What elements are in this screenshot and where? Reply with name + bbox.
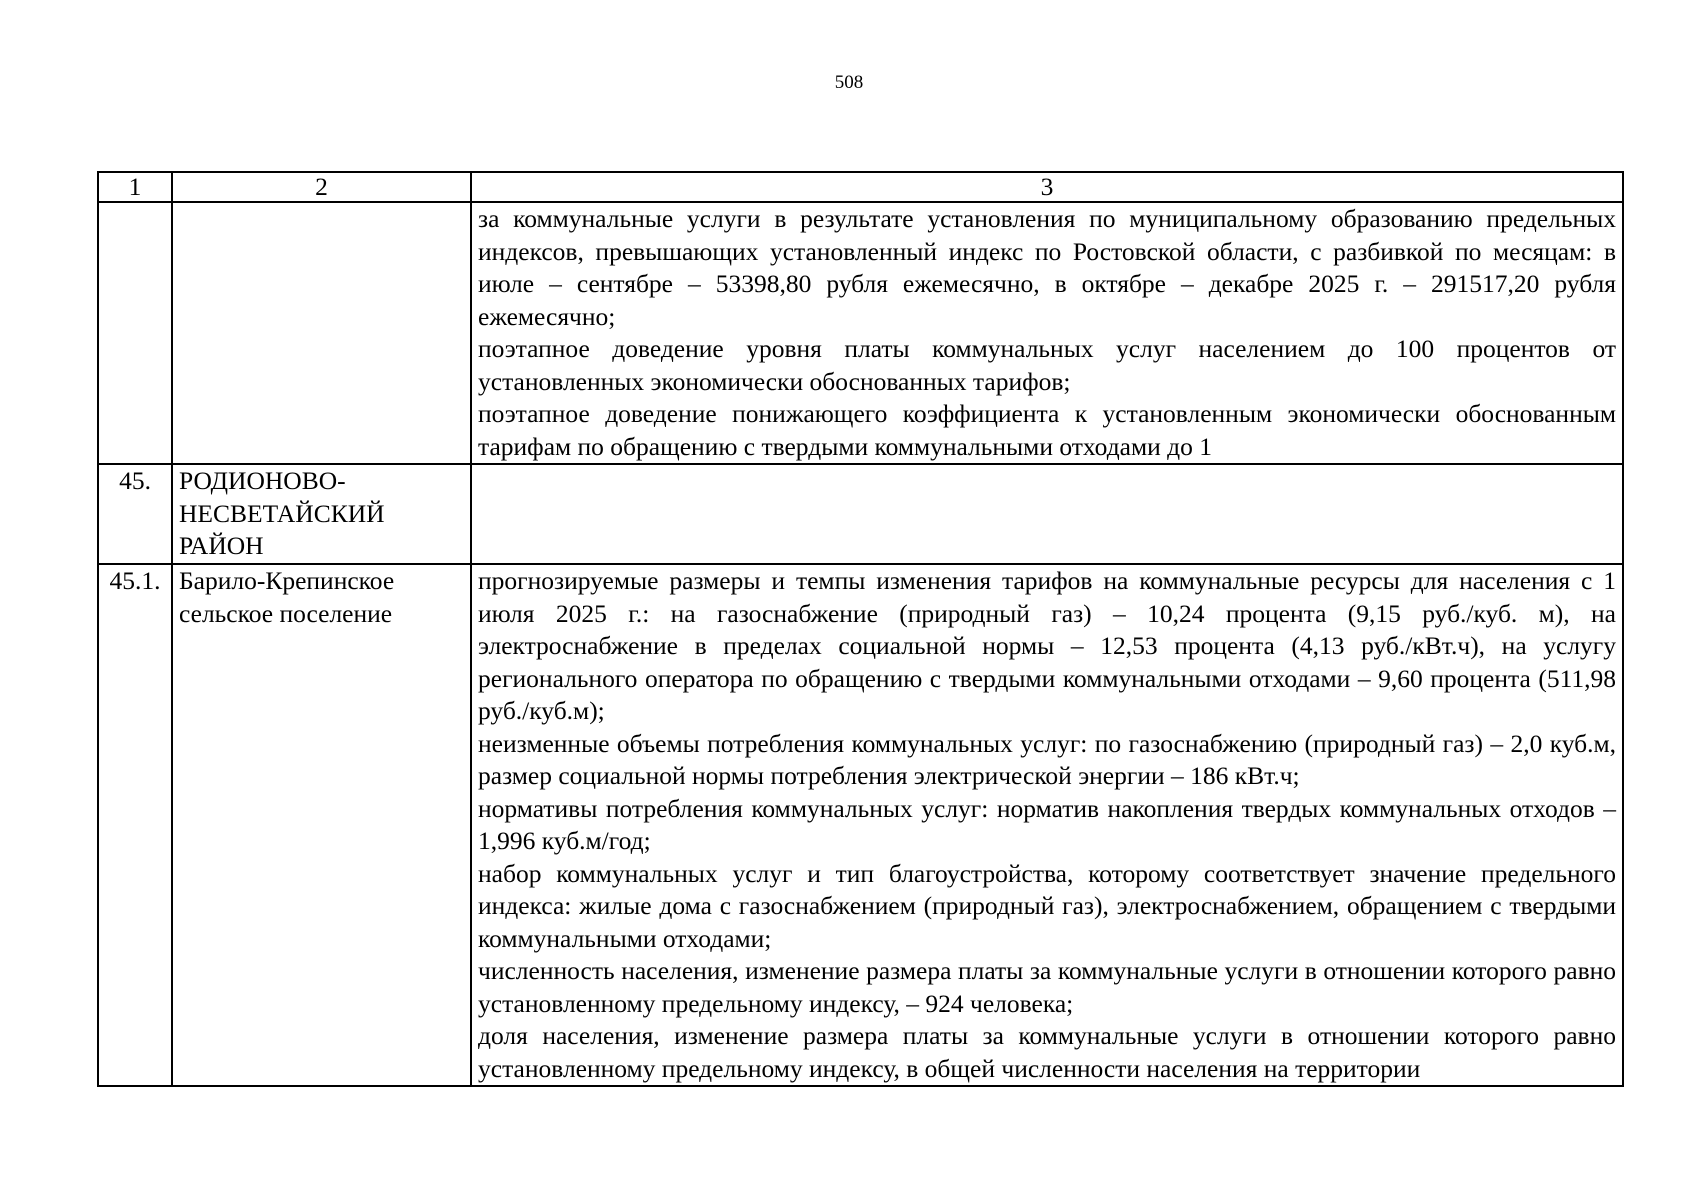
description-cell [471,202,1623,464]
description-paragraph: за коммунальные услуги в результате установления по муниципальному образованию предельных индексов, превышающих установленный индекс по Ростовской области, с разбивкой по месяцам: в июле – сентябре – 53398,80 рубля ежемесячно, в октябре – декабре 2025 г. – 291517,20 рубля ежемесячно; [478,204,1616,331]
district-name: РОДИОНОВО-НЕСВЕТАЙСКИЙ РАЙОН [172,464,471,564]
row-number [98,202,172,464]
description-paragraph: поэтапное доведение понижающего коэффициента к установленным экономически обоснованным тарифам по обращению с твердыми коммунальными отходами до 1 [478,399,1616,461]
description-paragraph: прогнозируемые размеры и темпы изменения тарифов на коммунальные ресурсы для населения с 1 июля 2025 г.: на газоснабжение (природный газ) – 10,24 процента (9,15 руб./куб. м), на электроснабжение в пределах социальной нормы – 12,53 процента (4,13 руб./кВт.ч), на услугу регионального оператора по обращению с твердыми коммунальными отходами – 9,60 процента (511,98 руб./куб.м); [478,566,1616,725]
description-cell [471,464,1623,564]
description-paragraph: набор коммунальных услуг и тип благоустройства, которому соответствует значение предельного индекса: жилые дома с газоснабжением (природный газ), электроснабжением, обращением с твердыми коммунальными отходами; [478,858,1616,953]
page-number: 508 [834,72,864,93]
description-cell [471,564,1623,1086]
tariff-table [97,171,1624,1087]
description-paragraph: неизменные объемы потребления коммунальных услуг: по газоснабжению (природный газ) – 2,0 куб.м, размер социальной нормы потребления электрической энергии – 186 кВт.ч; [478,728,1616,790]
column-header-number: 1 [98,172,172,202]
table-row [98,202,1623,464]
table-header-row [98,172,1623,202]
description-paragraph: доля населения, изменение размера платы за коммунальные услуги в отношении которого равно установленному предельному индексу, в общей численности населения на территории [478,1021,1616,1083]
municipality-name: Барило-Крепинское сельское поселение [172,564,471,1086]
table-row-district [98,464,1623,564]
row-number: 45. [98,464,172,564]
description-paragraph: численность населения, изменение размера платы за коммунальные услуги в отношении которого равно установленному предельному индексу, – 924 человека; [478,956,1616,1018]
row-number: 45.1. [98,564,172,1086]
description-paragraph: нормативы потребления коммунальных услуг: норматив накопления твердых коммунальных отходов – 1,996 куб.м/год; [478,793,1616,855]
column-header-municipality: 2 [172,172,471,202]
municipality-name [172,202,471,464]
column-header-description: 3 [471,172,1623,202]
description-paragraph: поэтапное доведение уровня платы коммунальных услуг населением до 100 процентов от установленных экономически обоснованных тарифов; [478,334,1616,396]
table-row [98,564,1623,1086]
